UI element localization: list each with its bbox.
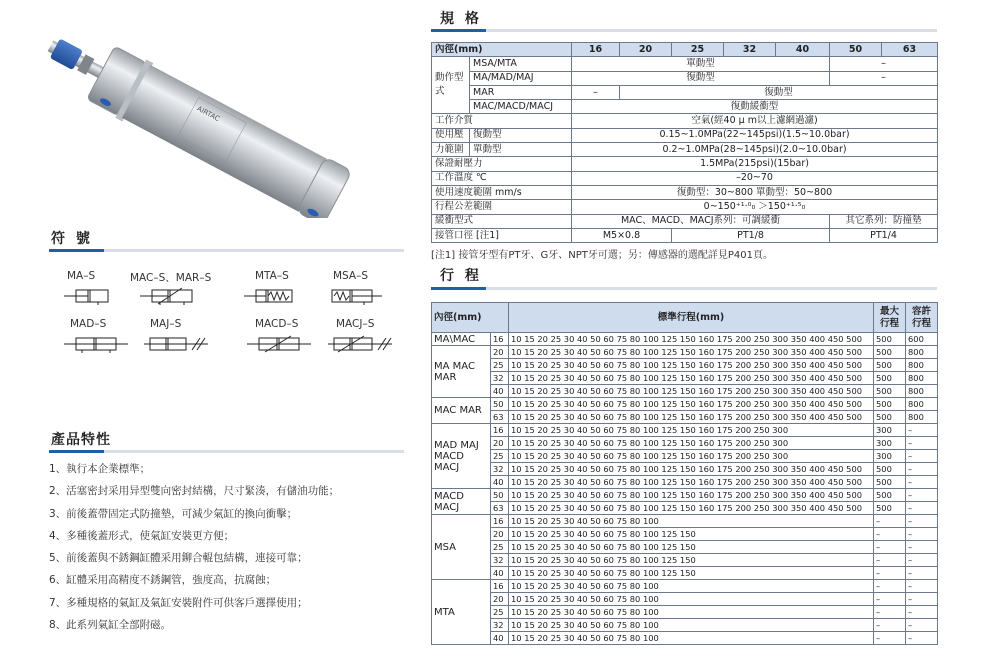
symbol-label-mac-s: MAC–S、MAR–S (130, 272, 212, 284)
stroke-allow-cell: – (906, 463, 938, 476)
feature-list (49, 458, 389, 636)
stroke-values-cell: 10 15 20 25 30 40 50 60 75 80 100 125 150 160 175 200 250 300 (509, 450, 874, 463)
symbol-section-rule (49, 249, 404, 252)
stroke-bore-cell: 32 (491, 463, 509, 476)
double-rod-cushioned-cylinder-icon (245, 334, 315, 354)
stroke-row (432, 619, 938, 632)
stroke-max-cell: 500 (874, 398, 906, 411)
stroke-max-header: 最大行程 (874, 303, 906, 333)
stroke-row (432, 554, 938, 567)
action-group-cell: 動作型式 (432, 57, 470, 114)
stroke-allow-cell: 600 (906, 333, 938, 346)
spec-value-cell: 復動型 (620, 85, 938, 99)
spec-row (432, 85, 938, 99)
spec-footnote: [注1] 接管牙型有PT牙、G牙、NPT牙可選；另：傳感器的選配詳見P401頁。 (431, 250, 773, 261)
symbol-label-mta-s: MTA–S (255, 270, 289, 282)
stroke-values-cell: 10 15 20 25 30 40 50 60 75 80 100 125 150 160 175 200 250 300 350 400 450 500 (509, 372, 874, 385)
spec-label-cell: 行程公差範圍 (432, 200, 572, 214)
spec-label-cell: 力範圍 (432, 143, 470, 157)
stroke-values-cell: 10 15 20 25 30 40 50 60 75 80 100 125 150 160 175 200 250 300 350 400 450 500 (509, 463, 874, 476)
stroke-max-cell: – (874, 580, 906, 593)
stroke-allow-cell: 800 (906, 346, 938, 359)
spec-value-cell: – (830, 57, 938, 71)
stroke-allow-cell: – (906, 541, 938, 554)
stroke-max-cell: – (874, 528, 906, 541)
spec-value-cell: 0.2~1.0MPa(28~145psi)(2.0~10.0bar) (572, 143, 938, 157)
stroke-max-cell: 300 (874, 437, 906, 450)
stroke-values-cell: 10 15 20 25 30 40 50 60 75 80 100 125 150 (509, 554, 874, 567)
stroke-row (432, 398, 938, 411)
stroke-model-cell: MA MAC MAR (432, 346, 491, 398)
product-photo (30, 18, 370, 218)
stroke-max-cell: 300 (874, 424, 906, 437)
spec-value-cell: 空氣(經40 μ m以上濾網過濾) (572, 114, 938, 128)
stroke-values-cell: 10 15 20 25 30 40 50 60 75 80 100 125 150 (509, 541, 874, 554)
symbol-label-maj-s: MAJ–S (150, 318, 182, 330)
stroke-bore-cell: 63 (491, 411, 509, 424)
stroke-values-cell: 10 15 20 25 30 40 50 60 75 80 100 125 150 (509, 528, 874, 541)
feature-section-rule (49, 450, 404, 453)
spec-row (432, 228, 938, 242)
stroke-row (432, 541, 938, 554)
spec-label-cell: 工作溫度 ℃ (432, 171, 572, 185)
spec-value-cell: 復動型 (572, 71, 830, 85)
stroke-allow-cell: 800 (906, 359, 938, 372)
symbol-label-macd-s: MACD–S (255, 318, 299, 330)
stroke-table (431, 302, 938, 645)
stroke-bore-header: 內徑(mm) (432, 303, 509, 333)
stroke-row (432, 437, 938, 450)
spec-section-title: 規 格 (440, 11, 482, 27)
stroke-bore-cell: 63 (491, 502, 509, 515)
stroke-bore-cell: 40 (491, 476, 509, 489)
spec-value-cell: MAC、MACD、MACJ系列：可調緩衝 (572, 214, 830, 228)
spec-row (432, 71, 938, 85)
stroke-model-cell: MAD MAJ MACD MACJ (432, 424, 491, 489)
stroke-values-cell: 10 15 20 25 30 40 50 60 75 80 100 (509, 606, 874, 619)
spec-value-cell: 復動緩衝型 (572, 100, 938, 114)
stroke-allow-cell: – (906, 632, 938, 645)
stroke-values-cell: 10 15 20 25 30 40 50 60 75 80 100 (509, 515, 874, 528)
stroke-section-rule (431, 287, 937, 290)
stroke-model-cell: MSA (432, 515, 491, 580)
spec-label-cell: 接管口徑 [注1] (432, 228, 572, 242)
feature-item: 8、此系列氣缸全部附磁。 (49, 619, 172, 632)
stroke-standard-header: 標準行程(mm) (509, 303, 874, 333)
spec-value-cell: PT1/8 (672, 228, 830, 242)
stroke-bore-cell: 16 (491, 333, 509, 346)
stroke-allow-cell: 800 (906, 398, 938, 411)
spec-value-cell: 0~150⁺¹·⁰₀ ＞150⁺¹·⁵₀ (572, 200, 938, 214)
feature-item: 3、前後蓋帶固定式防撞墊，可減少氣缸的換向衝擊； (49, 507, 298, 520)
spec-row (432, 214, 938, 228)
feature-item: 2、活塞密封采用异型雙向密封結構，尺寸緊湊，有儲油功能； (49, 485, 340, 498)
stroke-max-cell: – (874, 515, 906, 528)
stroke-bore-cell: 25 (491, 450, 509, 463)
stroke-bore-cell: 40 (491, 385, 509, 398)
stroke-bore-cell: 32 (491, 554, 509, 567)
stroke-max-cell: – (874, 632, 906, 645)
spec-section-rule (431, 29, 937, 32)
stroke-allow-cell: – (906, 567, 938, 580)
stroke-bore-cell: 20 (491, 593, 509, 606)
spec-row (432, 114, 938, 128)
stroke-allow-header: 容許行程 (906, 303, 938, 333)
symbol-label-ma-s: MA–S (67, 270, 96, 282)
stroke-row (432, 385, 938, 398)
stroke-model-cell: MAC MAR (432, 398, 491, 424)
stroke-values-cell: 10 15 20 25 30 40 50 60 75 80 100 125 150 160 175 200 250 300 (509, 424, 874, 437)
stroke-bore-cell: 25 (491, 541, 509, 554)
bore-header-cell: 內徑(mm) (432, 43, 572, 57)
stroke-allow-cell: 800 (906, 411, 938, 424)
stroke-row (432, 593, 938, 606)
spec-row (432, 143, 938, 157)
stroke-row (432, 632, 938, 645)
stroke-allow-cell: 800 (906, 385, 938, 398)
stroke-row (432, 450, 938, 463)
spec-value-cell: – (830, 71, 938, 85)
stroke-values-cell: 10 15 20 25 30 40 50 60 75 80 100 125 150 160 175 200 250 300 (509, 437, 874, 450)
stroke-allow-cell: – (906, 554, 938, 567)
stroke-max-cell: 500 (874, 372, 906, 385)
stroke-bore-cell: 20 (491, 346, 509, 359)
bore-cell: 63 (882, 43, 938, 57)
stroke-bore-cell: 40 (491, 567, 509, 580)
feature-item: 4、多種後蓋形式，使氣缸安裝更方便； (49, 529, 235, 542)
spec-row (432, 200, 938, 214)
stroke-max-cell: 500 (874, 385, 906, 398)
cushioned-cylinder-icon (138, 286, 208, 306)
spec-model-cell: MSA/MTA (470, 57, 572, 71)
stroke-row (432, 515, 938, 528)
stroke-allow-cell: – (906, 593, 938, 606)
stroke-values-cell: 10 15 20 25 30 40 50 60 75 80 100 125 150 160 175 200 250 300 350 400 450 500 (509, 411, 874, 424)
feature-item: 1、執行本企業標準； (49, 463, 151, 475)
symbol-section-title: 符 號 (51, 231, 93, 247)
stroke-bore-cell: 40 (491, 632, 509, 645)
stroke-bore-cell: 16 (491, 580, 509, 593)
spec-value-cell: PT1/4 (830, 228, 938, 242)
spec-model-cell: MAC/MACD/MACJ (470, 100, 572, 114)
stroke-bore-cell: 20 (491, 437, 509, 450)
spec-label-cell: 保證耐壓力 (432, 157, 572, 171)
bore-cell: 20 (620, 43, 672, 57)
stroke-bore-cell: 16 (491, 515, 509, 528)
stroke-model-cell: MA\MAC (432, 333, 491, 346)
product-brand-text: AIRTAC (195, 104, 221, 124)
stroke-row (432, 346, 938, 359)
stroke-allow-cell: – (906, 528, 938, 541)
feature-section-title: 產品特性 (51, 432, 111, 448)
spec-row (432, 57, 938, 71)
spec-value-cell: 0.15~1.0MPa(22~145psi)(1.5~10.0bar) (572, 128, 938, 142)
stroke-values-cell: 10 15 20 25 30 40 50 60 75 80 100 125 150 (509, 567, 874, 580)
stroke-bore-cell: 20 (491, 528, 509, 541)
stroke-max-cell: – (874, 606, 906, 619)
stroke-header-row (432, 303, 938, 333)
stroke-section-title: 行 程 (440, 268, 482, 284)
stroke-values-cell: 10 15 20 25 30 40 50 60 75 80 100 (509, 632, 874, 645)
stroke-table-body (432, 333, 938, 645)
spec-label-cell: 使用壓 (432, 128, 470, 142)
stroke-allow-cell: – (906, 619, 938, 632)
stroke-allow-cell: – (906, 437, 938, 450)
spec-row (432, 128, 938, 142)
spec-row (432, 171, 938, 185)
spring-cylinder-icon (326, 286, 386, 306)
feature-item: 7、多種規格的氣缸及氣缸安裝附件可供客戶選擇使用； (49, 596, 308, 609)
spec-value-cell: M5×0.8 (572, 228, 672, 242)
stroke-row (432, 333, 938, 346)
stroke-values-cell: 10 15 20 25 30 40 50 60 75 80 100 125 150 160 175 200 250 300 350 400 450 500 (509, 476, 874, 489)
stroke-model-cell: MACD MACJ (432, 489, 491, 515)
symbol-label-msa-s: MSA–S (333, 270, 369, 282)
stroke-row (432, 528, 938, 541)
stroke-max-cell: 500 (874, 411, 906, 424)
stroke-allow-cell: – (906, 606, 938, 619)
feature-item: 6、缸體采用高精度不銹鋼管，強度高，抗腐蝕； (49, 574, 277, 587)
spec-value-cell: –20~70 (572, 171, 938, 185)
bore-cell: 25 (672, 43, 724, 57)
stroke-values-cell: 10 15 20 25 30 40 50 60 75 80 100 125 150 160 175 200 250 300 350 400 450 500 (509, 398, 874, 411)
symbol-label-mad-s: MAD–S (70, 318, 107, 330)
stroke-bore-cell: 25 (491, 606, 509, 619)
stroke-max-cell: 300 (874, 450, 906, 463)
stroke-max-cell: – (874, 567, 906, 580)
stroke-row (432, 372, 938, 385)
spec-label-cell: 使用速度範圍 mm/s (432, 185, 572, 199)
stroke-bore-cell: 16 (491, 424, 509, 437)
bore-cell: 32 (724, 43, 776, 57)
spec-label-cell: 緩衝型式 (432, 214, 572, 228)
stroke-row (432, 489, 938, 502)
stroke-bore-cell: 32 (491, 619, 509, 632)
stroke-allow-cell: – (906, 515, 938, 528)
stroke-max-cell: 500 (874, 346, 906, 359)
stroke-row (432, 463, 938, 476)
adjustable-cushioned-cylinder-icon (326, 334, 396, 354)
spec-value-cell: 單動型 (572, 57, 830, 71)
stroke-max-cell: 500 (874, 333, 906, 346)
stroke-row (432, 606, 938, 619)
spec-row (432, 100, 938, 114)
spec-value-cell: 復動型：30~800 單動型：50~800 (572, 185, 938, 199)
spec-table (431, 42, 938, 243)
stroke-bore-cell: 50 (491, 398, 509, 411)
stroke-max-cell: – (874, 593, 906, 606)
stroke-values-cell: 10 15 20 25 30 40 50 60 75 80 100 (509, 580, 874, 593)
stroke-values-cell: 10 15 20 25 30 40 50 60 75 80 100 125 150 160 175 200 250 300 350 400 450 500 (509, 346, 874, 359)
stroke-max-cell: 500 (874, 359, 906, 372)
spec-model-cell: MA/MAD/MAJ (470, 71, 572, 85)
stroke-max-cell: 500 (874, 476, 906, 489)
stroke-row (432, 424, 938, 437)
spec-header-row (432, 43, 938, 57)
spec-value-cell: 其它系列：防撞墊 (830, 214, 938, 228)
stroke-values-cell: 10 15 20 25 30 40 50 60 75 80 100 125 150 160 175 200 250 300 350 400 450 500 (509, 489, 874, 502)
feature-item: 5、前後蓋與不銹鋼缸體采用鉚合輥包結構，連接可靠； (49, 552, 308, 565)
spec-value-cell: – (572, 85, 620, 99)
stroke-allow-cell: – (906, 424, 938, 437)
stroke-bore-cell: 32 (491, 372, 509, 385)
single-acting-cylinder-icon (62, 286, 122, 306)
spec-row (432, 157, 938, 171)
stroke-bore-cell: 25 (491, 359, 509, 372)
stroke-row (432, 411, 938, 424)
stroke-max-cell: – (874, 554, 906, 567)
bore-cell: 16 (572, 43, 620, 57)
stroke-values-cell: 10 15 20 25 30 40 50 60 75 80 100 125 150 160 175 200 250 300 350 400 450 500 (509, 385, 874, 398)
stroke-max-cell: 500 (874, 489, 906, 502)
stroke-allow-cell: – (906, 489, 938, 502)
spec-label-cell: 單動型 (470, 143, 572, 157)
stroke-row (432, 580, 938, 593)
stroke-values-cell: 10 15 20 25 30 40 50 60 75 80 100 (509, 593, 874, 606)
adjustable-stroke-cylinder-icon (142, 334, 212, 354)
stroke-row (432, 359, 938, 372)
bore-cell: 40 (776, 43, 830, 57)
stroke-allow-cell: – (906, 580, 938, 593)
spec-model-cell: MAR (470, 85, 572, 99)
symbol-label-macj-s: MACJ–S (336, 318, 375, 330)
spec-row (432, 185, 938, 199)
double-rod-cylinder-icon (62, 334, 132, 354)
spec-label-cell: 復動型 (470, 128, 572, 142)
stroke-max-cell: 500 (874, 502, 906, 515)
stroke-max-cell: – (874, 541, 906, 554)
stroke-values-cell: 10 15 20 25 30 40 50 60 75 80 100 125 150 160 175 200 250 300 350 400 450 500 (509, 502, 874, 515)
stroke-values-cell: 10 15 20 25 30 40 50 60 75 80 100 (509, 619, 874, 632)
bore-cell: 50 (830, 43, 882, 57)
stroke-row (432, 502, 938, 515)
stroke-allow-cell: – (906, 450, 938, 463)
stroke-values-cell: 10 15 20 25 30 40 50 60 75 80 100 125 150 160 175 200 250 300 350 400 450 500 (509, 333, 874, 346)
stroke-model-cell: MTA (432, 580, 491, 645)
stroke-max-cell: – (874, 619, 906, 632)
stroke-row (432, 476, 938, 489)
stroke-values-cell: 10 15 20 25 30 40 50 60 75 80 100 125 150 160 175 200 250 300 350 400 450 500 (509, 359, 874, 372)
stroke-allow-cell: 800 (906, 372, 938, 385)
stroke-allow-cell: – (906, 502, 938, 515)
spec-value-cell: 1.5MPa(215psi)(15bar) (572, 157, 938, 171)
spring-return-cylinder-icon (242, 286, 302, 306)
stroke-bore-cell: 50 (491, 489, 509, 502)
stroke-row (432, 567, 938, 580)
spec-label-cell: 工作介質 (432, 114, 572, 128)
stroke-allow-cell: – (906, 476, 938, 489)
stroke-max-cell: 500 (874, 463, 906, 476)
